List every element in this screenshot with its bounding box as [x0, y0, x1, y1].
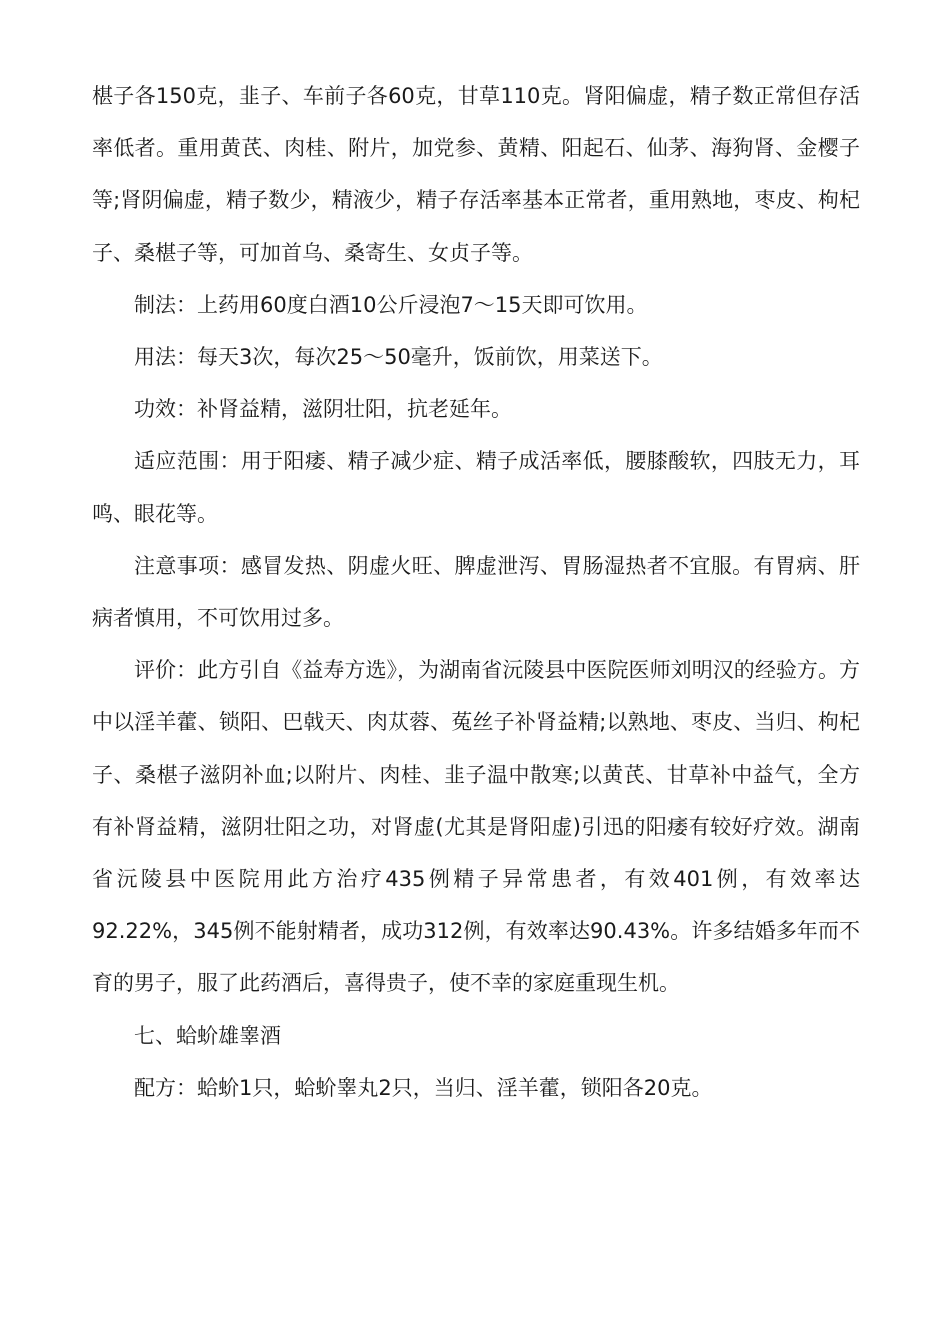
paragraph-usage: 用法：每天3次，每次25～50毫升，饭前饮，用菜送下。 [134, 345, 663, 370]
paragraph-precautions: 注意事项：感冒发热、阴虚火旺、脾虚泄泻、胃肠湿热者不宜服。有胃病、肝病者慎用，不可饮用过多。 [92, 553, 860, 631]
document-body [92, 70, 860, 1114]
paragraph-formula: 配方：蛤蚧1只，蛤蚧睾丸2只，当归、淫羊藿，锁阳各20克。 [134, 1075, 713, 1100]
paragraph-efficacy: 功效：补肾益精，滋阴壮阳，抗老延年。 [134, 397, 512, 422]
paragraph-formula-continuation: 椹子各150克，韭子、车前子各60克，甘草110克。肾阳偏虚，精子数正常但存活率低者。重用黄芪、肉桂、附片，加党参、黄精、阳起石、仙茅、海狗肾、金樱子等;肾阴偏虚，精子数少，精液少，精子存活率基本正常者，重用熟地，枣皮、枸杞子、桑椹子等，可加首乌、桑寄生、女贞子等。 [92, 84, 860, 265]
section-heading: 七、蛤蚧雄睾酒 [134, 1023, 281, 1048]
paragraph-indications: 适应范围：用于阳痿、精子减少症、精子成活率低，腰膝酸软，四肢无力，耳鸣、眼花等。 [92, 449, 860, 526]
paragraph-evaluation: 评价：此方引自《益寿方选》，为湖南省沅陵县中医院医师刘明汉的经验方。方中以淫羊藿、锁阳、巴戟天、肉苁蓉、菟丝子补肾益精;以熟地、枣皮、当归、枸杞子、桑椹子滋阴补血;以附片、肉桂、韭子温中散寒;以黄芪、甘草补中益气，全方有补肾益精，滋阴壮阳之功，对肾虚(尤其是肾阳虚)引迅的阳痿有较好疗效。湖南省沅陵县中医院用此方治疗435例精子异常患者，有效401例，有效率达92.22%，345例不能射精者，成功312例，有效率达90.43%。许多结婚多年而不育的男子，服了此药酒后，喜得贵子，使不幸的家庭重现生机。 [92, 658, 860, 996]
paragraph-preparation-method: 制法：上药用60度白酒10公斤浸泡7～15天即可饮用。 [134, 292, 648, 317]
